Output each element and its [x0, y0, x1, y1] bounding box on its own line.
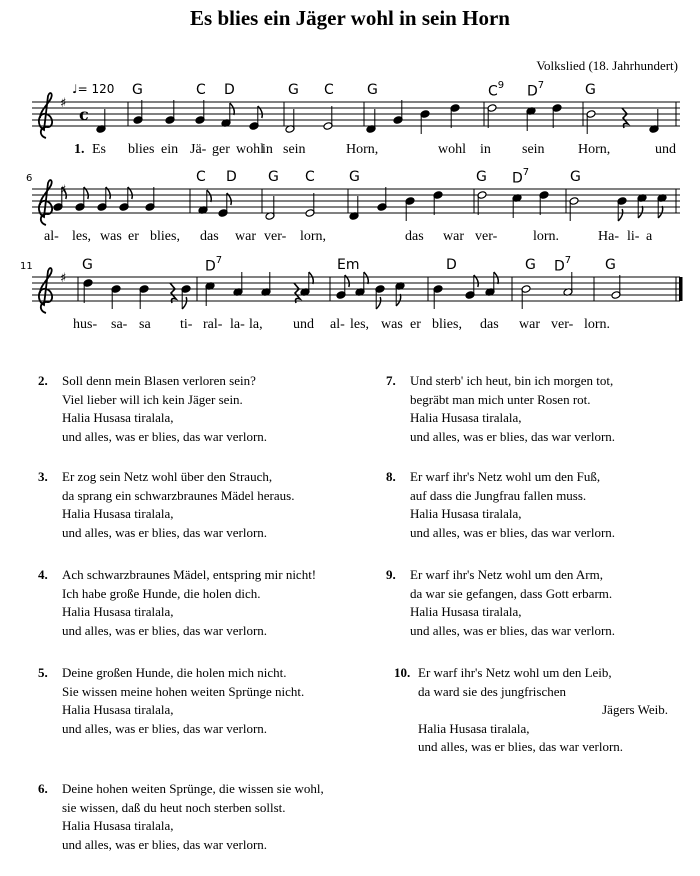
lyric-syllable: la, — [249, 317, 263, 332]
lyric-syllable: Es — [92, 142, 106, 157]
verse-line: Und sterb' ich heut, bin ich morgen tot, — [410, 373, 614, 388]
verse-number: 6. — [38, 781, 48, 796]
lyric-syllable: und — [655, 142, 676, 157]
verse-line: Er warf ihr's Netz wohl um den Arm, — [410, 567, 603, 582]
lyric-syllable: ral- — [203, 317, 223, 332]
verse-line: Halia Husasa tiralala, — [62, 818, 174, 833]
chord-extension: 7 — [564, 255, 572, 266]
note — [405, 197, 415, 221]
verse-line: Er warf ihr's Netz wohl um den Fuß, — [410, 469, 601, 484]
verse-line: und alles, was er blies, das war verlorn. — [62, 622, 268, 638]
verse-line: Halia Husasa tiralala, — [62, 604, 174, 619]
note-flag — [658, 206, 663, 218]
verse-line: Deine hohen weiten Sprünge, die wissen sie wohl, — [62, 781, 324, 796]
chord-root: G — [605, 257, 616, 273]
note — [512, 194, 522, 218]
note — [487, 104, 497, 128]
note — [611, 275, 621, 299]
chord-root: C — [196, 82, 206, 98]
note — [265, 196, 275, 220]
lyric-syllable: Horn, — [346, 142, 379, 157]
treble-clef-icon — [39, 93, 52, 138]
note — [261, 272, 271, 296]
note — [637, 194, 647, 218]
treble-clef-icon — [39, 180, 52, 225]
rest-icon — [294, 283, 300, 303]
lyric-syllable: blies, — [150, 229, 180, 244]
verse-line: Halia Husasa tiralala, — [410, 410, 522, 425]
note — [569, 197, 579, 221]
note — [433, 191, 443, 215]
note — [165, 100, 175, 124]
lyric-syllable: blies — [128, 142, 155, 157]
verse-number: 4. — [38, 567, 48, 582]
note-flag — [638, 206, 643, 218]
verse-number: 5. — [38, 665, 48, 680]
music-staff — [0, 165, 700, 235]
verse-line: Jägers Weib. — [602, 702, 668, 717]
chord-root: G — [349, 169, 360, 185]
chord-root: G — [268, 169, 279, 185]
staff-system-2 — [0, 165, 700, 255]
note — [96, 109, 106, 133]
note — [617, 197, 627, 221]
note — [133, 100, 143, 124]
note — [111, 285, 121, 309]
note — [218, 193, 231, 217]
note — [336, 275, 349, 299]
verse-line: Halia Husasa tiralala, — [410, 506, 522, 521]
verse-line: Halia Husasa tiralala, — [418, 720, 530, 736]
lyric-syllable: was — [100, 229, 122, 244]
note — [305, 193, 315, 217]
note-flag — [230, 103, 235, 115]
verse-line: Viel lieber will ich kein Jäger sein. — [62, 391, 243, 407]
quarter-note-icon: ♩ — [72, 82, 78, 96]
note — [83, 279, 93, 303]
song-title: Es blies ein Jäger wohl in sein Horn — [190, 6, 510, 30]
verse-line: da sprang ein schwarzbraunes Mädel heraus. — [62, 487, 295, 503]
music-staff — [0, 78, 700, 148]
lyric-syllable: ger — [212, 142, 230, 157]
verse-block — [38, 780, 324, 854]
lyric-syllable: und — [293, 317, 314, 332]
verse-line: Halia Husasa tiralala, — [62, 410, 174, 425]
lyric-syllable: a — [646, 229, 653, 244]
note-flag — [182, 297, 187, 309]
chord-root: G — [570, 169, 581, 185]
verse-number: 2. — [38, 373, 48, 388]
chord-extension: 7 — [537, 80, 545, 91]
note — [300, 272, 313, 296]
lyric-syllable: al- — [330, 317, 345, 332]
lyric-syllable: ver- — [551, 317, 574, 332]
note — [420, 110, 430, 134]
lyric-syllable: ti- — [180, 317, 193, 332]
note — [366, 109, 376, 133]
verse-line: Halia Husasa tiralala, — [62, 702, 174, 717]
song-origin: Volkslied (18. Jahrhundert) — [536, 58, 678, 73]
chord-root: D — [205, 258, 216, 275]
lyric-syllable: das — [480, 317, 499, 332]
lyric-syllable: sa — [139, 317, 151, 332]
lyric-syllable: li- — [627, 229, 640, 244]
chord-root: G — [476, 169, 487, 185]
note — [355, 272, 368, 296]
note — [75, 187, 88, 211]
verse-line: da war sie gefangen, dass Gott erbarm. — [410, 585, 613, 601]
chord-root: G — [82, 257, 93, 273]
lyric-syllable: war — [519, 317, 540, 332]
chord-root: D — [554, 258, 565, 275]
lyric-syllable: in — [262, 142, 273, 157]
chord-root: D — [226, 169, 237, 185]
verse-block — [38, 372, 268, 446]
chord-root: D — [512, 170, 523, 187]
verse-block — [38, 664, 305, 738]
treble-clef-icon — [39, 268, 52, 313]
chord-root: C — [305, 169, 315, 185]
note — [539, 191, 549, 215]
lyric-syllable: ein — [161, 142, 179, 157]
lyric-syllable: war — [235, 229, 256, 244]
lyric-syllable: ver- — [475, 229, 498, 244]
note — [657, 194, 667, 218]
sharp-icon: ♯ — [60, 183, 67, 198]
chord-extension: 7 — [215, 255, 223, 266]
chord-root: G — [367, 82, 378, 98]
verse-line: und alles, was er blies, das war verlorn. — [410, 428, 616, 444]
verse-number: 7. — [386, 373, 396, 388]
lyric-syllable: lorn. — [533, 229, 560, 244]
verse-line: und alles, was er blies, das war verlorn. — [418, 739, 624, 754]
music-staff — [0, 253, 700, 323]
note — [377, 187, 387, 211]
lyric-syllable: Jä- — [190, 142, 207, 157]
verse-block — [386, 566, 616, 640]
verse-line: Ach schwarzbraunes Mädel, entspring mir nicht! — [62, 567, 317, 582]
note-flag — [376, 297, 381, 309]
measure-number: 11 — [20, 261, 33, 272]
note — [433, 285, 443, 309]
note — [233, 272, 243, 296]
lyric-syllable: lorn, — [300, 229, 327, 244]
verse-line: Deine großen Hunde, die holen mich nicht. — [62, 665, 287, 680]
note — [181, 285, 191, 309]
note-flag — [494, 272, 499, 284]
lyric-syllable: ver- — [264, 229, 287, 244]
chord-root: C — [488, 83, 498, 100]
note-flag — [207, 190, 212, 202]
tempo-value: = 120 — [77, 82, 115, 96]
verse-line: und alles, was er blies, das war verlorn. — [410, 524, 616, 540]
chord-root: D — [224, 82, 235, 98]
sharp-icon: ♯ — [60, 96, 67, 111]
lyric-syllable: les, — [72, 229, 92, 244]
chord-root: D — [446, 257, 457, 273]
verse-line: Halia Husasa tiralala, — [62, 506, 174, 521]
note — [139, 285, 149, 309]
lyric-syllable: wohl — [236, 142, 264, 157]
note — [477, 191, 487, 215]
staff-system-3 — [0, 253, 700, 343]
final-barline — [679, 277, 683, 301]
note — [97, 187, 110, 211]
note — [205, 282, 215, 306]
verse-line: sie wissen, daß du heut noch sterben sollst. — [62, 799, 286, 815]
verse-line: Er warf ihr's Netz wohl um den Leib, — [418, 665, 612, 680]
lyric-syllable: was — [381, 317, 403, 332]
verse-line: Ich habe große Hunde, die holen dich. — [62, 585, 261, 601]
verse-line: und alles, was er blies, das war verlorn. — [62, 720, 268, 736]
chord-root: C — [196, 169, 206, 185]
chord-root: D — [527, 83, 538, 100]
lyric-syllable: das — [200, 229, 219, 244]
chord-root: Em — [337, 257, 360, 273]
note — [465, 275, 478, 299]
measure-number: 6 — [26, 173, 33, 184]
verse-line: auf dass die Jungfrau fallen muss. — [410, 487, 587, 503]
lyric-syllable: Ha- — [598, 229, 619, 244]
note — [521, 285, 531, 309]
lyric-syllable: in — [480, 142, 491, 157]
lyric-syllable: lorn. — [584, 317, 611, 332]
verse-line: begräbt man mich unter Rosen rot. — [410, 391, 591, 407]
verse-line: Er zog sein Netz wohl über den Strauch, — [62, 469, 273, 484]
note — [145, 187, 155, 211]
lyric-syllable: sein — [283, 142, 306, 157]
lyric-syllable: sein — [522, 142, 545, 157]
lyric-syllable: wohl — [438, 142, 466, 157]
verse-line: da ward sie des jungfrischen — [418, 683, 567, 699]
note — [119, 187, 132, 211]
verse-line: Soll denn mein Blasen verloren sein? — [62, 373, 256, 388]
verse-line: und alles, was er blies, das war verlorn. — [62, 428, 268, 444]
chord-root: G — [525, 257, 536, 273]
lyric-syllable: das — [405, 229, 424, 244]
lyric-syllable: la- — [230, 317, 245, 332]
verse-number: 10. — [394, 665, 411, 680]
chord-root: G — [288, 82, 299, 98]
note — [195, 100, 205, 124]
note — [285, 109, 295, 133]
note — [649, 109, 659, 133]
note — [249, 106, 262, 130]
note-flag — [396, 294, 401, 306]
lyric-syllable: blies, — [432, 317, 462, 332]
verse-block — [386, 468, 616, 542]
note — [393, 100, 403, 124]
note — [485, 272, 498, 296]
note-flag — [364, 272, 369, 284]
verse-block — [394, 664, 668, 757]
common-time-icon: c — [79, 105, 89, 124]
verse-block — [386, 372, 616, 446]
verse-number: 9. — [386, 567, 396, 582]
note — [395, 282, 405, 306]
note — [552, 104, 562, 128]
chord-root: G — [132, 82, 143, 98]
lyric-syllable: les, — [350, 317, 370, 332]
verse-line: und alles, was er blies, das war verlorn. — [62, 836, 268, 852]
chord-extension: 7 — [522, 167, 530, 178]
note — [349, 196, 359, 220]
lyric-syllable: er — [128, 229, 139, 244]
chord-root: C — [324, 82, 334, 98]
rest-icon — [622, 108, 628, 128]
staff-system-1 — [0, 78, 700, 168]
note — [375, 285, 385, 309]
note — [323, 106, 333, 130]
note — [198, 190, 211, 214]
verse-line: Sie wissen meine hohen weiten Sprünge nicht. — [62, 683, 305, 699]
verse-line: und alles, was er blies, das war verlorn. — [410, 622, 616, 638]
lyric-syllable: Horn, — [578, 142, 611, 157]
lyric-syllable: sa- — [111, 317, 128, 332]
verse-block — [38, 468, 295, 542]
lyric-syllable: er — [410, 317, 421, 332]
verse-line: Halia Husasa tiralala, — [410, 604, 522, 619]
note-flag — [618, 209, 623, 221]
lyric-syllable: 1. — [74, 142, 85, 157]
note — [221, 103, 234, 127]
note — [526, 107, 536, 131]
verse-number: 8. — [386, 469, 396, 484]
lyric-syllable: war — [443, 229, 464, 244]
lyric-syllable: hus- — [73, 317, 98, 332]
lyric-syllable: al- — [44, 229, 59, 244]
note — [586, 110, 596, 134]
chord-extension: 9 — [497, 80, 505, 91]
rest-icon — [170, 283, 176, 303]
verse-number: 3. — [38, 469, 48, 484]
note — [563, 272, 573, 296]
verse-line: und alles, was er blies, das war verlorn. — [62, 524, 268, 540]
verse-block — [38, 566, 317, 640]
chord-root: G — [585, 82, 596, 98]
note — [450, 104, 460, 128]
note-flag — [309, 272, 314, 284]
sharp-icon: ♯ — [60, 271, 67, 286]
